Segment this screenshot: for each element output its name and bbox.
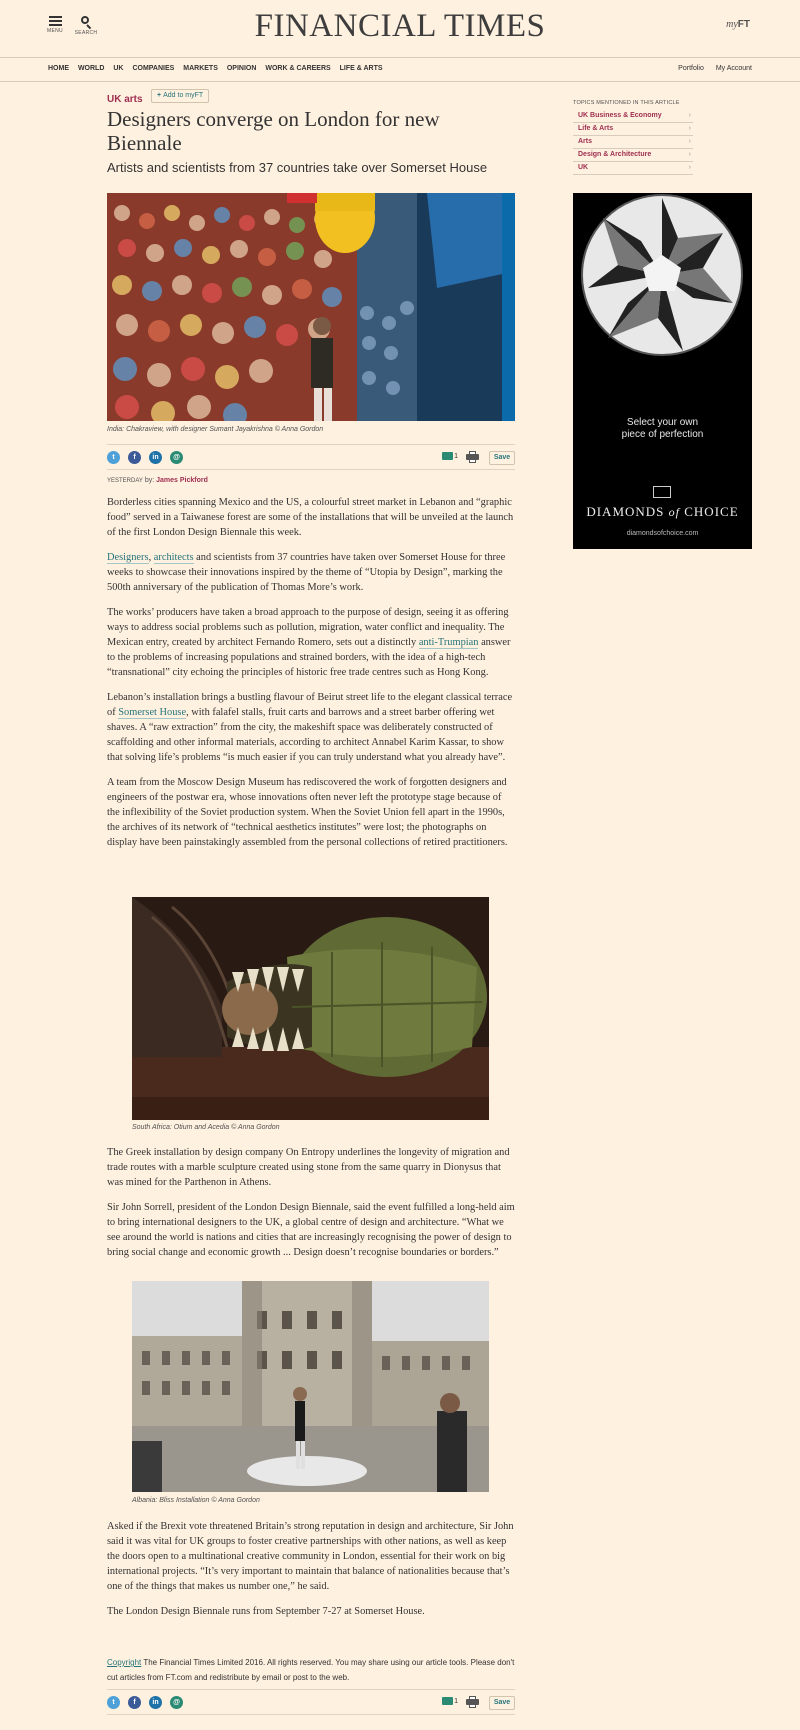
facebook-share-icon[interactable]: f	[128, 451, 141, 464]
nav-life-arts[interactable]: LIFE & ARTS	[339, 65, 383, 72]
save-button[interactable]: Save	[489, 1696, 515, 1710]
article-image-india	[107, 193, 515, 421]
author-link[interactable]: James Pickford	[156, 477, 208, 484]
myft-link[interactable]: myFT	[726, 19, 750, 30]
article-image-south-africa	[132, 897, 489, 1120]
ad-brand: DIAMONDS of CHOICE	[586, 504, 739, 519]
print-icon[interactable]	[466, 451, 479, 463]
copyright-notice: Copyright The Financial Times Limited 2016. All rights reserved. You may share using our article tools. Please don't cut articles from FT.com and redistribute by email or post to the web.	[107, 1658, 515, 1682]
standfirst: Artists and scientists from 37 countries take over Somerset House	[107, 160, 488, 175]
nav-work-careers[interactable]: WORK & CAREERS	[265, 65, 331, 72]
image-caption-2: South Africa: Otium and Acedia © Anna Gordon	[132, 1124, 280, 1131]
publish-time: YESTERDAY	[107, 478, 143, 484]
primary-nav	[0, 57, 800, 82]
ad-url: diamondsofchoice.com	[626, 530, 699, 537]
chevron-right-icon: ›	[688, 164, 691, 171]
menu-label: MENU	[47, 28, 63, 34]
image-caption-3: Albania: Bliss Installation © Anna Gordon	[132, 1497, 260, 1504]
plus-icon: +	[157, 92, 162, 99]
headline: Designers converge on London for new Biennale	[107, 107, 440, 155]
comments-button[interactable]: 1	[442, 1697, 458, 1705]
share-bar-bottom	[107, 1689, 515, 1715]
search-label: SEARCH	[74, 30, 98, 36]
share-bar-top	[107, 444, 515, 470]
ft-masthead-logo[interactable]: FINANCIAL TIMES	[254, 8, 546, 44]
paragraph: Designers, architects and scientists from 37 countries have taken over Somerset House for three weeks to showcase their innovations inspired by the theme of “Utopia by Design”, marking the 500th anniversary of the publication of Thomas More’s work.	[107, 552, 506, 593]
topic-design-architecture[interactable]: Design & Architecture ›	[573, 149, 693, 162]
article	[107, 89, 515, 1706]
byline-by: by:	[142, 477, 157, 484]
article-body-1	[107, 495, 515, 860]
diamond-graphic	[573, 193, 752, 363]
topics-panel	[573, 100, 693, 175]
paragraph: The Greek installation by design company On Entropy underlines the longevity of migration and trade routes with a marble sculpture created using stone from the same quarry in Dionysus that was mined for the Parthenon in Athens.	[107, 1147, 510, 1188]
copyright-link[interactable]: Copyright	[107, 1658, 142, 1667]
facebook-share-icon[interactable]: f	[128, 1696, 141, 1709]
nav-account	[668, 65, 752, 72]
nav-opinion[interactable]: OPINION	[226, 65, 257, 72]
paragraph: The works’ producers have taken a broad approach to the purpose of design, seeing it as offering ways to address social problems such as pollution, migration, water conflict and inequality. The Mexican entry, created by architect Fernando Romero, sets out a distinctly anti-Trumpian answer to the problems of increasing populations and strained borders, with the idea of a high-tech “transnational” city echoing the principles of historic free trade centres such as Hong Kong.	[107, 607, 511, 678]
nav-sections	[48, 65, 390, 72]
nav-world[interactable]: WORLD	[77, 65, 105, 72]
comment-icon	[442, 452, 453, 460]
save-button[interactable]: Save	[489, 451, 515, 465]
linkedin-share-icon[interactable]: in	[149, 1696, 162, 1709]
chevron-right-icon: ›	[688, 151, 691, 158]
section-row	[107, 89, 515, 107]
comments-button[interactable]: 1	[442, 452, 458, 460]
print-icon[interactable]	[466, 1696, 479, 1708]
nav-my-account[interactable]: My Account	[715, 65, 752, 72]
chevron-right-icon: ›	[688, 125, 691, 132]
comment-icon	[442, 1697, 453, 1705]
twitter-share-icon[interactable]: t	[107, 1696, 120, 1709]
menu-icon	[49, 16, 62, 26]
email-share-icon[interactable]: @	[170, 1696, 183, 1709]
section-tag[interactable]: UK arts	[107, 94, 143, 105]
linkedin-share-icon[interactable]: in	[149, 451, 162, 464]
chevron-right-icon: ›	[688, 138, 691, 145]
menu-button[interactable]	[40, 16, 70, 34]
nav-uk[interactable]: UK	[113, 65, 124, 72]
site-header	[0, 0, 800, 56]
paragraph: Sir John Sorrell, president of the London Design Biennale, said the event fulfilled a long-held aim to bring international designers to the UK, a global centre of design and architecture. “What we see around the world is nations and cities that are increasingly recognising the power of design to bring social change and economic growth ... Design doesn’t recognise boundaries or borders.”	[107, 1202, 515, 1258]
ad-tagline: Select your own piece of perfection	[621, 417, 704, 440]
designers-link[interactable]: Designers	[107, 552, 149, 563]
paragraph: Borderless cities spanning Mexico and the US, a colourful street market in Lebanon and “graphic food” served in a Taiwanese forest are some of the installations that will be unveiled at the launch of the first London Design Biennale this week.	[107, 497, 514, 538]
add-to-myft-button[interactable]: + Add to myFT	[151, 89, 209, 103]
anti-trumpian-link[interactable]: anti-Trumpian	[418, 637, 479, 648]
article-body-3	[107, 1519, 515, 1629]
image-caption-1: India: Chakraview, with designer Sumant Jayakrishna © Anna Gordon	[107, 426, 324, 433]
paragraph: The London Design Biennale runs from September 7-27 at Somerset House.	[107, 1606, 425, 1617]
search-button[interactable]	[71, 16, 101, 36]
nav-home[interactable]: HOME	[48, 65, 69, 72]
paragraph: A team from the Moscow Design Museum has rediscovered the work of forgotten designers and engineers of the postwar era, whose innovations often never left the prototype stage because of the inflexibility of the Soviet production system. When the Soviet Union fell apart in the 1990s, the archives of its network of “technical aesthetics institutes” were lost; the photographs on display have been painstakingly assembled from the personal collections of retired practitioners.	[107, 777, 508, 848]
article-image-albania	[132, 1281, 489, 1492]
topic-life-arts[interactable]: Life & Arts ›	[573, 123, 693, 136]
byline	[107, 477, 208, 484]
topics-title: TOPICS MENTIONED IN THIS ARTICLE	[573, 100, 680, 106]
paragraph: Asked if the Brexit vote threatened Britain’s strong reputation in design and architecture, Sir John said it was vital for UK groups to foster creative partnerships with other nations, as well as keep the doors open to a multinational creative community in London, essential for their work on big international projects. “It’s very important to maintain that balance of nationalities because that’s one of the things that makes us number one,” he said.	[107, 1521, 514, 1592]
diamond-logo-icon	[653, 486, 671, 498]
nav-markets[interactable]: MARKETS	[183, 65, 218, 72]
article-body-2	[107, 1145, 515, 1270]
search-icon	[80, 16, 92, 28]
twitter-share-icon[interactable]: t	[107, 451, 120, 464]
nav-portfolio[interactable]: Portfolio	[678, 65, 704, 72]
email-share-icon[interactable]: @	[170, 451, 183, 464]
topic-arts[interactable]: Arts ›	[573, 136, 693, 149]
somerset-house-link[interactable]: Somerset House	[118, 707, 187, 718]
chevron-right-icon: ›	[688, 112, 691, 119]
nav-companies[interactable]: COMPANIES	[132, 65, 175, 72]
topic-uk-business-economy[interactable]: UK Business & Economy ›	[573, 110, 693, 123]
topic-uk[interactable]: UK ›	[573, 162, 693, 175]
architects-link[interactable]: architects	[153, 552, 194, 563]
paragraph: Lebanon’s installation brings a bustling flavour of Beirut street life to the elegant classical terrace of Somerset House, with falafel stalls, fruit carts and barrows and a street barber offering wet shaves. A “raw extraction” from the city, the makeshift space was deliberately constructed of scaffolding and other informal materials, according to architect Annabel Karim Kassar, to show that solving life’s problems “is much easier if you can truly understand what you already have”.	[107, 692, 513, 763]
advertisement-diamonds[interactable]	[573, 193, 752, 549]
